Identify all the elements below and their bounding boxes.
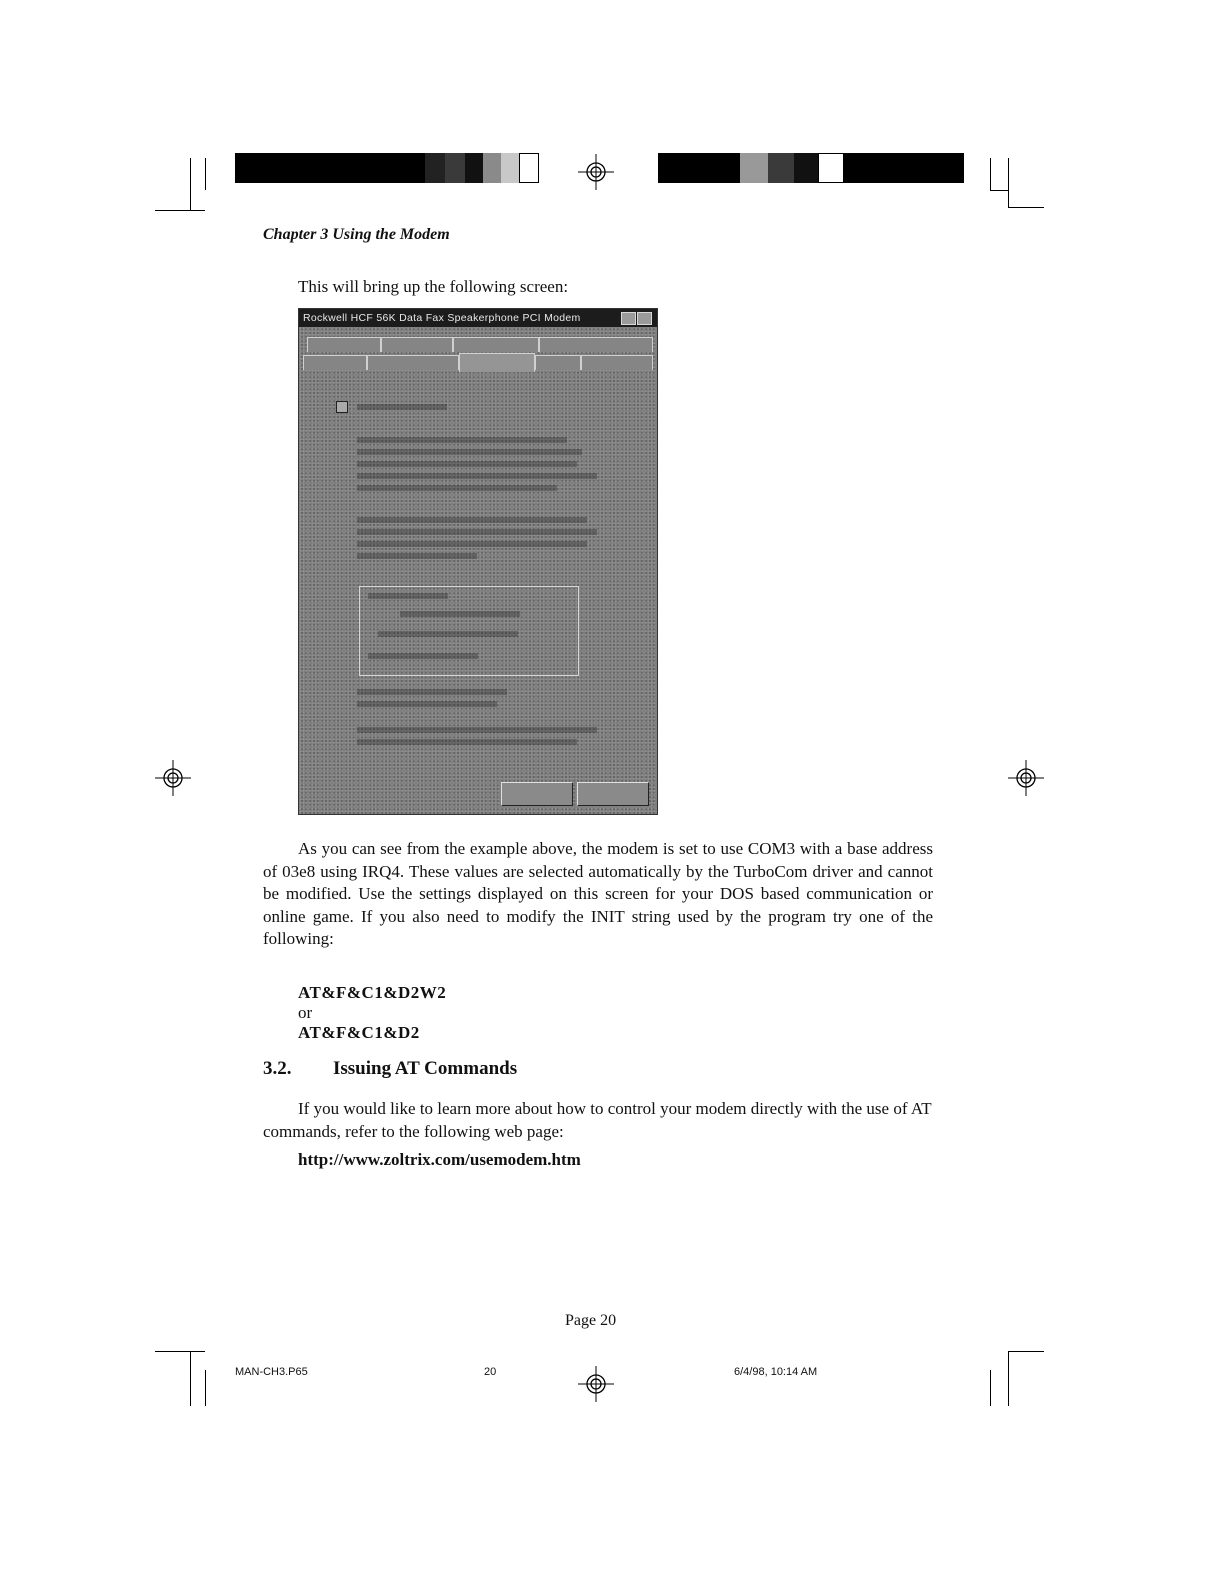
dialog-titlebar — [299, 309, 657, 327]
dialog-tab[interactable] — [307, 337, 381, 352]
body-paragraph-1: As you can see from the example above, the modem is set to use COM3 with a base address of 03e8 using IRQ4. These values are selected automatically by the TurboCom driver and cannot be modified. Use the settings displayed on this screen for your DOS based communication or online game. If you also need to modify the INIT string used by the program try one of the following: — [263, 839, 933, 948]
chapter-header: Chapter 3 Using the Modem — [263, 226, 450, 243]
footer-filename: MAN-CH3.P65 — [235, 1366, 308, 1378]
cancel-button[interactable] — [577, 782, 649, 806]
dialog-tab[interactable] — [303, 355, 367, 370]
dialog-tab[interactable] — [581, 355, 653, 370]
dialog-tab[interactable] — [539, 337, 653, 352]
color-bar-left — [235, 153, 539, 183]
section-title: Issuing AT Commands — [333, 1058, 518, 1079]
body-paragraph-2: If you would like to learn more about how to control your modem directly with the use of AT commands, refer to the following web page: — [263, 1099, 932, 1141]
registration-target-icon — [155, 760, 191, 796]
dialog-title: Rockwell HCF 56K Data Fax Speakerphone PCI Modem — [303, 312, 581, 324]
ok-button[interactable] — [501, 782, 573, 806]
dialog-tab[interactable] — [453, 337, 539, 352]
registration-target-icon — [578, 1366, 614, 1402]
modem-properties-dialog-screenshot — [298, 308, 658, 815]
web-link[interactable]: http://www.zoltrix.com/usemodem.htm — [298, 1150, 581, 1169]
color-bar-right — [658, 153, 964, 183]
help-icon[interactable] — [621, 312, 636, 325]
page-number: Page 20 — [565, 1312, 617, 1329]
dialog-tab[interactable] — [367, 355, 459, 370]
init-command-2: AT&F&C1&D2 — [298, 1023, 420, 1042]
registration-target-icon — [1008, 760, 1044, 796]
footer-page: 20 — [484, 1366, 497, 1378]
section-number: 3.2. — [263, 1058, 292, 1079]
or-text: or — [298, 1003, 313, 1022]
footer-datetime: 6/4/98, 10:14 AM — [734, 1366, 818, 1378]
intro-text: This will bring up the following screen: — [298, 277, 569, 296]
dos-support-checkbox[interactable] — [336, 401, 348, 413]
dos-settings-groupbox — [359, 586, 579, 676]
close-icon[interactable] — [637, 312, 652, 325]
init-command-1: AT&F&C1&D2W2 — [298, 983, 447, 1002]
dialog-tab-active[interactable] — [459, 353, 535, 372]
dialog-tab[interactable] — [535, 355, 581, 370]
dialog-tab[interactable] — [381, 337, 453, 352]
registration-target-icon — [578, 154, 614, 190]
